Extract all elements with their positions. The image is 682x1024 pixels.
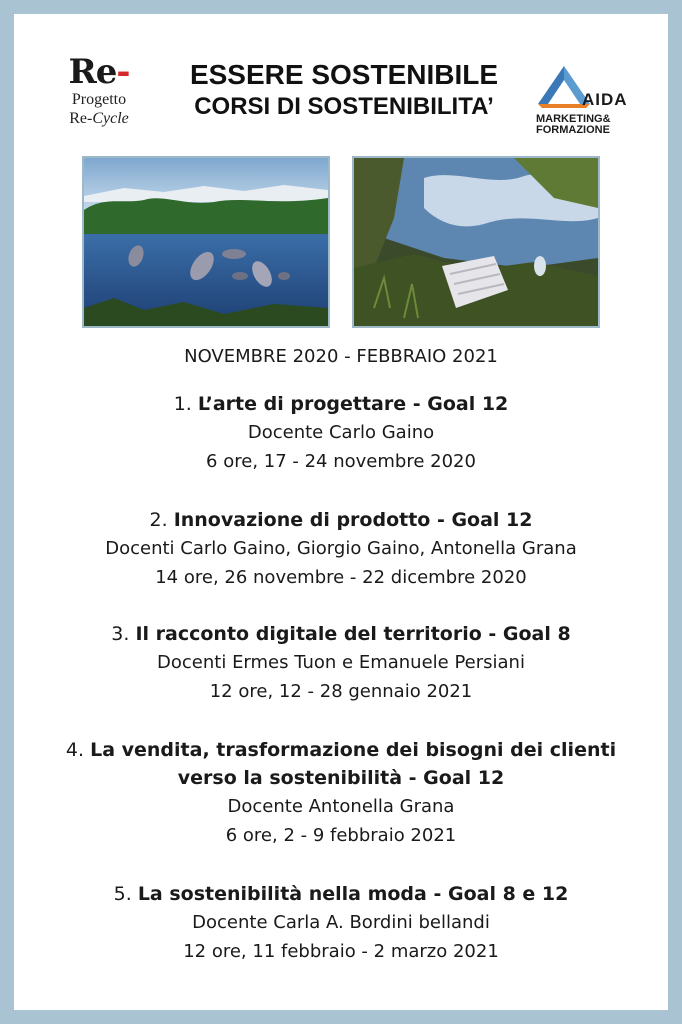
course-title: L’arte di progettare - Goal 12 (197, 393, 509, 415)
course-title: La vendita, trasformazione dei bisogni dei clienti (90, 739, 617, 761)
course-item-3: 3. Il racconto digitale del territorio - Goal 8 Docenti Ermes Tuon e Emanuele Persiani 12 ore, 12 - 28 gennaio 2021 (14, 620, 668, 706)
course-teacher: Docente Carlo Gaino (247, 422, 435, 443)
period-label: NOVEMBRE 2020 - FEBBRAIO 2021 (184, 346, 498, 367)
course-teacher: Docente Carla A. Bordini bellandi (192, 912, 490, 933)
lake-with-pigeons-photo (82, 156, 330, 328)
course-item-1: 1. L’arte di progettare - Goal 12 Docente Carlo Gaino 6 ore, 17 - 24 novembre 2020 (14, 390, 668, 476)
re-progetto-recycle-logo: Re- Progetto Re-Cycle (68, 52, 130, 127)
course-schedule: 12 ore, 12 - 28 gennaio 2021 (209, 681, 473, 702)
course-title: Il racconto digitale del territorio - Goal 8 (135, 623, 571, 645)
title-line-1: ESSERE SOSTENIBILE (189, 59, 499, 90)
title-line-2: CORSI DI SOSTENIBILITA’ (194, 93, 494, 120)
course-title: La sostenibilità nella moda - Goal 8 e 12 (137, 883, 569, 905)
poster-card (14, 14, 668, 1010)
course-item-5: 5. La sostenibilità nella moda - Goal 8 e 12 Docente Carla A. Bordini bellandi 12 ore, 11 febbraio - 2 marzo 2021 (14, 880, 668, 966)
course-item-4: 4. La vendita, trasformazione dei bisogni dei clienti verso la sostenibilità - Goal 12 Docente Antonella Grana 6 ore, 2 - 9 febbraio 2021 (14, 736, 668, 850)
course-title-line-2: verso la sostenibilità - Goal 12 (177, 767, 505, 789)
course-schedule: 14 ore, 26 novembre - 22 dicembre 2020 (155, 567, 527, 588)
course-teacher: Docenti Ermes Tuon e Emanuele Persiani (157, 652, 525, 673)
course-item-2: 2. Innovazione di prodotto - Goal 12 Docenti Carlo Gaino, Giorgio Gaino, Antonella Grana 14 ore, 26 novembre - 22 dicembre 2020 (14, 506, 668, 592)
page-title (144, 58, 544, 122)
aida-logo: AIDA MARKETING& FORMAZIONE (534, 64, 644, 110)
course-schedule: 6 ore, 17 - 24 novembre 2020 (206, 451, 476, 472)
course-teacher: Docenti Carlo Gaino, Giorgio Gaino, Antonella Grana (105, 538, 577, 559)
pond-with-litter-photo (352, 156, 600, 328)
course-schedule: 6 ore, 2 - 9 febbraio 2021 (225, 825, 457, 846)
course-schedule: 12 ore, 11 febbraio - 2 marzo 2021 (183, 941, 499, 962)
course-title: Innovazione di prodotto - Goal 12 (173, 509, 533, 531)
course-teacher: Docente Antonella Grana (227, 796, 455, 817)
